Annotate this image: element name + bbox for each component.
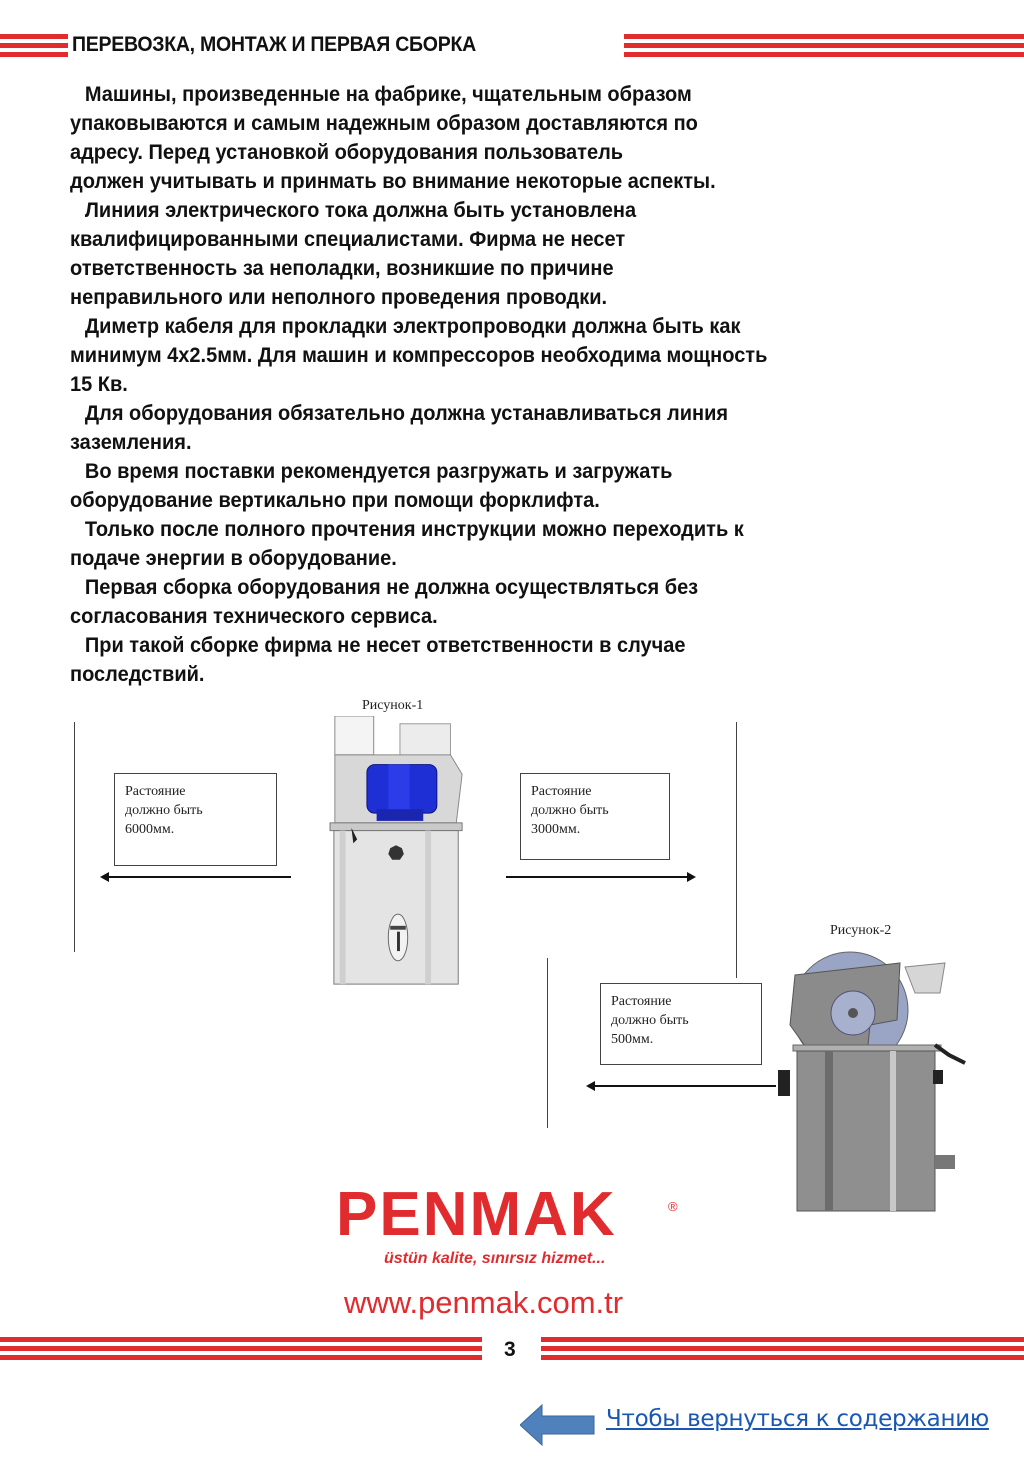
footer-stripes-left	[0, 1337, 482, 1361]
page-number: 3	[504, 1338, 516, 1361]
text-line: должен учитывать и принмать во внимание некоторые аспекты.	[70, 169, 716, 193]
text-line: упаковываются и самым надежным образом доставляются по	[70, 111, 698, 135]
header-stripes-right	[624, 34, 1024, 58]
paragraph	[70, 457, 935, 515]
machine2-illustration	[775, 945, 970, 1215]
text-line: Во время поставки рекомендуется разгружать и загружать	[84, 459, 673, 483]
text-line: Только после полного прочтения инструкции можно переходить к	[84, 517, 744, 541]
text-line: неправильного или неполного проведения проводки.	[70, 285, 608, 309]
distance-box-6000	[114, 773, 277, 866]
registered-mark: ®	[668, 1199, 678, 1214]
text-line: минимум 4x2.5мм. Для машин и компрессоров необходима мощность	[70, 343, 768, 367]
text-line: Первая сборка оборудования не должна осуществляться без	[84, 575, 699, 599]
paragraph	[70, 631, 935, 689]
back-to-contents-link[interactable]: Чтобы вернуться к содержанию	[606, 1406, 989, 1432]
wall-line-left	[74, 722, 75, 952]
paragraph	[70, 573, 935, 631]
back-arrow-icon[interactable]	[520, 1403, 596, 1447]
wall-line-right	[736, 722, 737, 978]
text-line: последствий.	[70, 662, 205, 686]
paragraph	[70, 312, 935, 399]
text-line: квалифицированными специалистами. Фирма не несет	[70, 227, 626, 251]
text-line: Диметр кабеля для прокладки электропроводки должна быть как	[84, 314, 741, 338]
text-line: подаче энергии в оборудование.	[70, 546, 397, 570]
text-line: Машины, произведенные на фабрике, чщательным образом	[84, 82, 692, 106]
body-text	[70, 80, 935, 689]
logo-tagline: üstün kalite, sınırsız hizmet...	[384, 1250, 606, 1267]
box-text: должно быть	[611, 1013, 689, 1028]
text-line: адресу. Перед установкой оборудования пользователь	[70, 140, 624, 164]
logo-wordmark: PENMAK	[336, 1180, 617, 1249]
paragraph	[70, 80, 935, 196]
text-line: При такой сборке фирма не несет ответственности в случае	[84, 633, 686, 657]
text-line: Для оборудования обязательно должна устанавливаться линия	[84, 401, 729, 425]
arrow-left-6000	[108, 876, 291, 878]
box-text: Растояние	[611, 994, 672, 1009]
distance-box-3000	[520, 773, 670, 860]
box-text: 500мм.	[611, 1032, 654, 1047]
distance-box-500	[600, 983, 762, 1065]
wall-line-figure2	[547, 958, 548, 1128]
text-line: Линиия электрического тока должна быть установлена	[84, 198, 637, 222]
text-line: оборудование вертикально при помощи форклифта.	[70, 488, 600, 512]
paragraph	[70, 399, 935, 457]
figure2-label: Рисунок-2	[830, 923, 892, 938]
machine1-illustration	[328, 716, 468, 988]
arrow-left-500	[594, 1085, 776, 1087]
footer-stripes-right	[541, 1337, 1024, 1361]
paragraph	[70, 515, 935, 573]
box-text: должно быть	[125, 803, 203, 818]
text-line: согласования технического сервиса.	[70, 604, 438, 628]
box-text: 6000мм.	[125, 822, 175, 837]
text-line: заземления.	[70, 430, 192, 454]
box-text: Растояние	[531, 784, 592, 799]
page-title: ПЕРЕВОЗКА, МОНТАЖ И ПЕРВАЯ СБОРКА	[72, 33, 476, 56]
text-line: ответственность за неполадки, возникшие по причине	[70, 256, 614, 280]
header-stripes-left	[0, 34, 68, 58]
website-url: www.penmak.com.tr	[344, 1285, 624, 1320]
figure1-label: Рисунок-1	[362, 698, 424, 713]
text-line: 15 Кв.	[70, 372, 128, 396]
box-text: Растояние	[125, 784, 186, 799]
box-text: 3000мм.	[531, 822, 581, 837]
box-text: должно быть	[531, 803, 609, 818]
paragraph	[70, 196, 935, 312]
arrow-right-3000	[506, 876, 688, 878]
